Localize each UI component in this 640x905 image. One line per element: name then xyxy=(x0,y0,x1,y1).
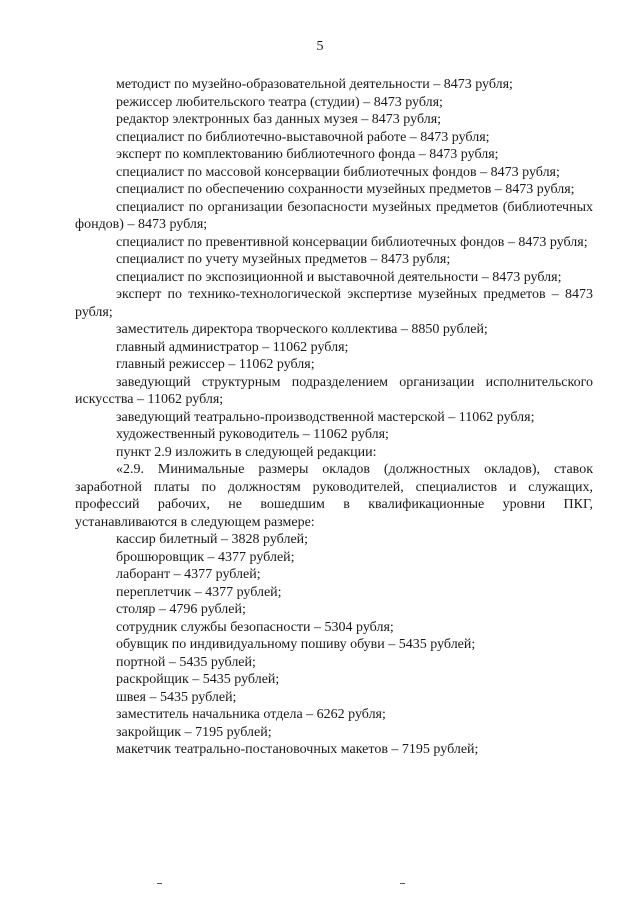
paragraph: раскройщик – 5435 рублей; xyxy=(116,672,280,687)
paragraph: портной – 5435 рублей; xyxy=(116,654,256,670)
paragraph: «2.9. Минимальные размеры окладов (должностных окладов), ставок заработной платы по должностям руководителей, специалистов и служащих, профессий рабочих, не вошедшим в квалификационные уровни ПКГ, устанавливаются в следующем размере: xyxy=(75,462,593,530)
paragraph: специалист по массовой консервации библиотечных фондов – 8473 рубля; xyxy=(116,164,560,180)
paragraph: швея – 5435 рублей; xyxy=(116,689,237,705)
paragraph: специалист по экспозиционной и выставочной деятельности – 8473 рубля; xyxy=(116,269,562,285)
paragraph: закройщик – 7195 рублей; xyxy=(116,724,272,740)
paragraph: заведующий театрально-производственной мастерской – 11062 рубля; xyxy=(116,409,535,425)
paragraph: эксперт по технико-технологической экспертизе музейных предметов – 8473 рубля; xyxy=(75,287,593,320)
paragraph: редактор электронных баз данных музея – 8473 рубля; xyxy=(116,112,442,127)
paragraph: специалист по библиотечно-выставочной работе – 8473 рубля; xyxy=(116,129,490,145)
scan-mark xyxy=(400,883,405,884)
document-body xyxy=(75,76,593,759)
paragraph: брошюровщик – 4377 рублей; xyxy=(116,549,295,565)
paragraph: пункт 2.9 изложить в следующей редакции: xyxy=(116,444,377,460)
paragraph: специалист по превентивной консервации библиотечных фондов – 8473 рубля; xyxy=(116,234,588,250)
paragraph: специалист по организации безопасности музейных предметов (библиотечных фондов) – 8473 рубля; xyxy=(75,199,593,232)
page-number: 5 xyxy=(316,39,324,54)
scan-mark xyxy=(157,883,162,884)
paragraph: кассир билетный – 3828 рублей; xyxy=(116,532,309,547)
paragraph: заместитель начальника отдела – 6262 рубля; xyxy=(116,707,386,722)
paragraph: режиссер любительского театра (студии) – 8473 рубля; xyxy=(116,94,443,110)
paragraph: макетчик театрально-постановочных макетов – 7195 рублей; xyxy=(116,742,479,757)
footer-marks xyxy=(0,883,640,891)
paragraph: лаборант – 4377 рублей; xyxy=(116,567,261,582)
paragraph: заместитель директора творческого коллектива – 8850 рублей; xyxy=(116,322,488,337)
paragraph: переплетчик – 4377 рублей; xyxy=(116,584,282,600)
paragraph: обувщик по индивидуальному пошиву обуви – 5435 рублей; xyxy=(116,637,476,652)
paragraph: столяр – 4796 рублей; xyxy=(116,602,246,617)
paragraph: специалист по учету музейных предметов – 8473 рубля; xyxy=(116,252,451,267)
paragraph: главный администратор – 11062 рубля; xyxy=(116,339,349,355)
paragraph: эксперт по комплектованию библиотечного фонда – 8473 рубля; xyxy=(116,147,499,162)
paragraph: сотрудник службы безопасности – 5304 рубля; xyxy=(116,619,394,635)
paragraph: методист по музейно-образовательной деятельности – 8473 рубля; xyxy=(116,77,513,92)
paragraph: заведующий структурным подразделением организации исполнительского искусства – 11062 рубля; xyxy=(75,374,593,407)
paragraph: главный режиссер – 11062 рубля; xyxy=(116,357,315,372)
paragraph: специалист по обеспечению сохранности музейных предметов – 8473 рубля; xyxy=(116,182,575,197)
paragraph: художественный руководитель – 11062 рубля; xyxy=(116,427,389,442)
